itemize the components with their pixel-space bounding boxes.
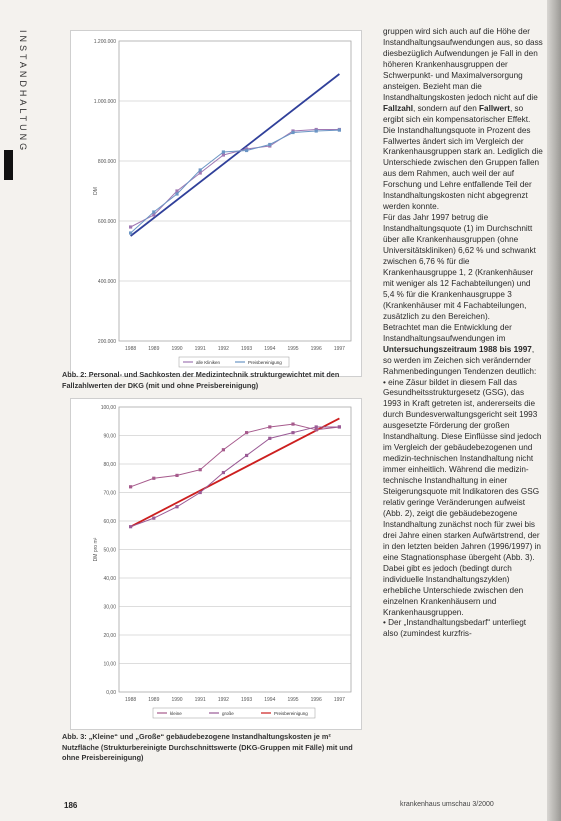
y-tick-label: 200.000 (97, 339, 116, 345)
page-number: 186 (64, 801, 78, 810)
y-tick-label: 50,00 (103, 547, 116, 554)
series-point (245, 149, 248, 152)
paragraph-1: gruppen wird sich auch auf die Höhe der Instandhaltungsaufwendungen aus, so dass diesbezüglich Aufwendungen je Fall in den höheren Krankenhausgruppen der Schwerpunkt- und Maximalversorgung ansteigen. Bezieht man die Instandhaltungskosten jedoch nicht auf die Fallzahl, sondern auf den Fallwert, so ergibt sich ein kompensatorischer Effekt. Die Instandhaltungsquote in Prozent des Fallwertes ändert sich im Vergleich der Krankenhausgruppen stark an. Lediglich die Unterschiede zwischen den Gruppen fallen aus dem Rahmen, auch weil der auf Forschung und Lehre entfallende Teil der Instandhaltungskosten nicht abgegrenzt werden konnte. (383, 27, 543, 212)
series-point (222, 153, 225, 156)
term-fallwert: Fallwert (479, 103, 510, 113)
x-tick-label: 1989 (148, 346, 160, 352)
series-point (268, 437, 271, 440)
x-tick-label: 1995 (287, 697, 299, 703)
x-tick-label: 1997 (333, 697, 345, 703)
series-point (175, 474, 178, 477)
legend-label: kleine (170, 711, 182, 716)
figure-2-chart (70, 30, 362, 377)
series-point (338, 425, 341, 428)
x-tick-label: 1993 (241, 697, 253, 703)
legend-label: alle Kliniken (196, 360, 221, 365)
series-point (338, 129, 341, 132)
x-tick-label: 1997 (333, 346, 345, 352)
section-marker (4, 150, 13, 180)
series-point (222, 471, 225, 474)
series-point (175, 189, 178, 192)
article-body-column (383, 27, 543, 640)
series-point (152, 517, 155, 520)
x-tick-label: 1994 (264, 697, 276, 703)
x-tick-label: 1996 (310, 697, 322, 703)
series-point (315, 425, 318, 428)
legend-label: Preisbereinigung (248, 360, 282, 365)
paragraph-2: Für das Jahr 1997 betrug die Instandhaltungsquote (1) im Durchschnitt über alle Krankenhausgruppen (ohne Universitätskliniken) 6,62 % und schwankt zwischen 6,76 % für die Krankenhausgruppe 1, 2 (Krankenhäuser mit weniger als 12 Fachabteilungen) und 5,4 % für die Krankenhausgruppe 3 (Krankenhäuser mit 4 Fachabteilungen, zusätzlich zu den Bereichen). (383, 213, 536, 321)
y-tick-label: 400.000 (97, 279, 116, 285)
series-point (222, 448, 225, 451)
figure-2-svg (71, 31, 361, 376)
legend-label: Preisbereinigung (274, 711, 308, 716)
series-point (268, 143, 271, 146)
journal-footer: krankenhaus umschau 3/2000 (400, 801, 494, 808)
x-tick-label: 1991 (194, 697, 206, 703)
series-point (175, 505, 178, 508)
series-point (245, 431, 248, 434)
series-point (315, 428, 318, 431)
series-point (291, 431, 294, 434)
y-tick-label: 20,00 (103, 633, 116, 639)
y-tick-label: 0,00 (106, 690, 116, 696)
y-tick-label: 90,00 (103, 433, 116, 440)
series-point (222, 150, 225, 153)
series-point (315, 129, 318, 132)
legend-label: große (222, 711, 234, 716)
series-point (291, 131, 294, 134)
term-fallzahl: Fallzahl (383, 103, 414, 113)
series-point (245, 454, 248, 457)
x-tick-label: 1995 (287, 346, 299, 352)
y-tick-label: 600.000 (97, 219, 116, 225)
y-tick-label: 100,00 (100, 405, 116, 411)
y-tick-label: 60,00 (103, 519, 116, 525)
x-tick-label: 1988 (125, 697, 137, 703)
series-point (152, 213, 155, 216)
figure-2-caption: Abb. 2: Personal- und Sachkosten der Medizintechnik strukturgewichtet mit den Fallzahlwerten der DKG (mit und ohne Preisbereinigung) (62, 370, 340, 390)
section-sidebar-label: INSTANDHALTUNG (18, 30, 28, 154)
series-point (291, 423, 294, 426)
y-axis-label: DM (93, 187, 99, 195)
figure-3-caption: Abb. 3: „Kleine“ und „Große“ gebäudebezogene Instandhaltungskosten je m² Nutzfläche (Strukturbereinigte Durchschnittswerte (DKG-Gruppen mit Fälle) mit und ohne Preisbereinigung) (62, 732, 353, 762)
figure-3-svg (71, 399, 361, 729)
y-tick-label: 10,00 (103, 661, 116, 668)
series-point (199, 168, 202, 171)
series-point (175, 192, 178, 195)
x-tick-label: 1996 (310, 346, 322, 352)
series-point (199, 491, 202, 494)
paragraph-3: Betrachtet man die Entwicklung der Instandhaltungsaufwendungen im Untersuchungszeitraum 1988 bis 1997, so werden im Zeichen sich verändernder Rahmenbedingungen Tendenzen deutlich: (383, 322, 537, 376)
x-tick-label: 1988 (125, 346, 137, 352)
y-tick-label: 800.000 (97, 159, 116, 165)
x-tick-label: 1992 (217, 346, 229, 352)
x-tick-label: 1993 (241, 346, 253, 352)
term-untersuchungszeitraum: Untersuchungszeitraum 1988 bis 1997 (383, 344, 532, 354)
y-tick-label: 30,00 (103, 604, 116, 611)
y-tick-label: 1.000.000 (93, 99, 116, 105)
series-point (268, 425, 271, 428)
x-tick-label: 1990 (171, 346, 183, 352)
figure-3-chart (70, 398, 362, 730)
y-tick-label: 80,00 (103, 462, 116, 468)
series-point (152, 477, 155, 480)
series-point (199, 171, 202, 174)
plot-area (119, 41, 351, 341)
x-tick-label: 1992 (217, 697, 229, 703)
y-axis-label: DM pro m² (93, 537, 99, 562)
bullet-1: • eine Zäsur bildet in diesem Fall das Gesundheitsstrukturgesetz (GSG), das 1993 in Kraft getreten ist, andererseits die durch Bundesverwaltungsgericht seit 1993 ausgesetzte Förderung der großen Instandhaltung. Diese Einflüsse sind jedoch im Vergleich der gebäudebezogenen und medizin-technischen Instandhaltung nicht immer einheitlich. Während die medizin-technische Instandhaltung in einer Steigerungsquote mit Indikatoren des GSG relativ geringe Veränderungen aufweist (Abb. 2), zeigt die gebäudebezogene Instandhaltung zunächst noch für zwei bis drei Jahre einen starken Aufwärtstrend, der in den letzten beiden Jahren (1996/1997) in eine Stagnationsphase übergeht (Abb. 3). Dabei gibt es jedoch (bedingt durch individuelle Instandhaltungszyklen) erhebliche Unterschiede zwischen den einzelnen Krankenhäusern und Krankenhausgruppen. (383, 377, 542, 617)
series-point (129, 225, 132, 228)
y-tick-label: 70,00 (103, 490, 116, 497)
y-tick-label: 1.200.000 (93, 39, 116, 45)
x-tick-label: 1989 (148, 697, 160, 703)
series-point (152, 210, 155, 213)
series-point (199, 468, 202, 471)
x-tick-label: 1990 (171, 697, 183, 703)
bullet-2: • Der „Instandhaltungsbedarf“ unterliegt also (zumindest kurzfris- (383, 618, 527, 639)
page-binding-edge (547, 0, 561, 821)
y-tick-label: 40,00 (103, 576, 116, 582)
series-point (129, 231, 132, 234)
series-point (129, 525, 132, 528)
x-tick-label: 1991 (194, 346, 206, 352)
series-point (129, 485, 132, 488)
x-tick-label: 1994 (264, 346, 276, 352)
